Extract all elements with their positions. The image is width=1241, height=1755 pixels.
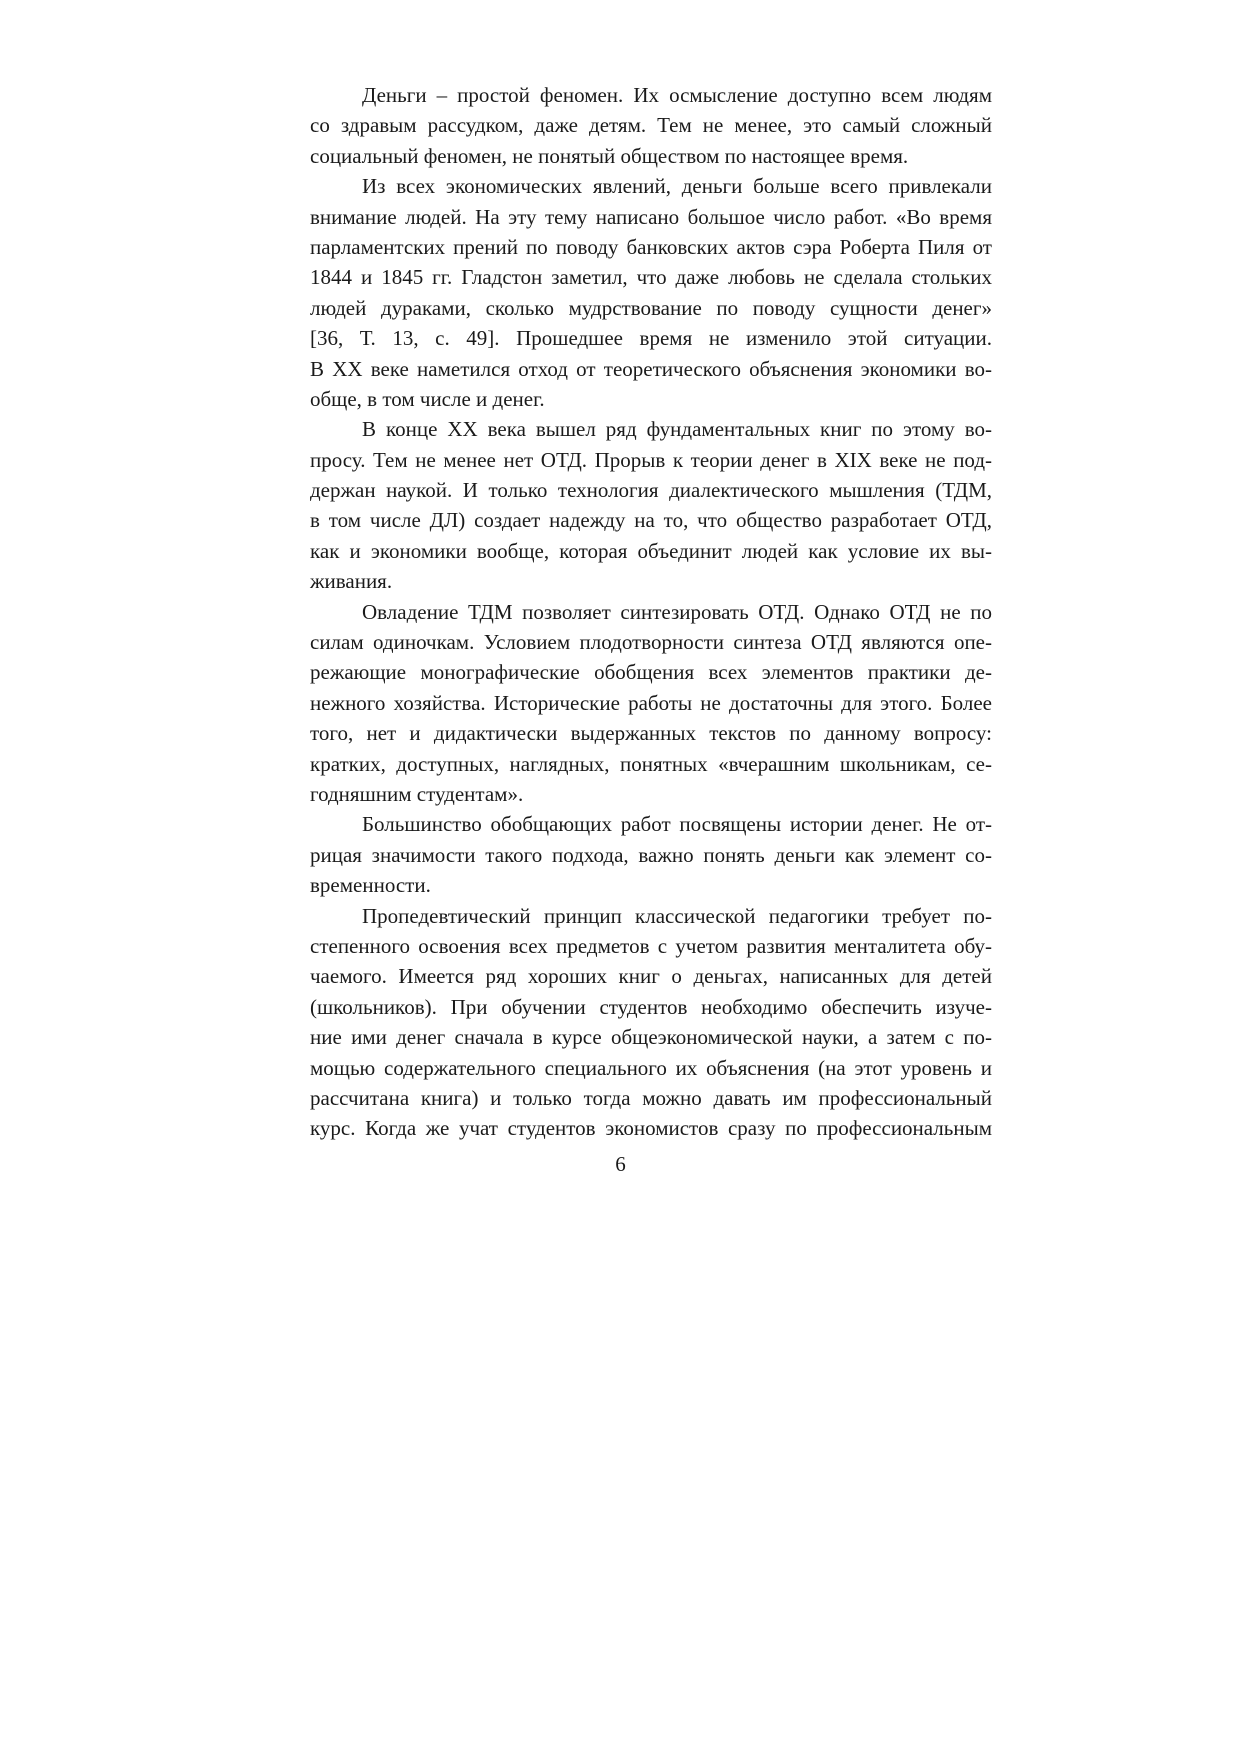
text-line: внимание людей. На эту тему написано большое число работ. «Во время bbox=[310, 204, 992, 229]
text-line: В XX веке наметился отход от теоретического объяснения экономики во- bbox=[310, 356, 992, 381]
text-line: 1844 и 1845 гг. Гладстон заметил, что даже любовь не сделала стольких bbox=[310, 265, 992, 290]
text-line: держан наукой. И только технология диалектического мышления (ТДМ, bbox=[310, 478, 992, 503]
paragraph bbox=[310, 171, 992, 414]
text-line: чаемого. Имеется ряд хороших книг о деньгах, написанных для детей bbox=[310, 964, 992, 989]
paragraph bbox=[310, 80, 992, 171]
text-line: обще, в том числе и денег. bbox=[310, 386, 545, 411]
text-line: людей дураками, сколько мудрствование по поводу сущности денег» bbox=[310, 295, 992, 320]
text-line: ние ими денег сначала в курсе общеэкономической науки, а затем с по- bbox=[310, 1025, 992, 1050]
paragraph bbox=[310, 414, 992, 596]
text-line: В конце XX века вышел ряд фундаментальных книг по этому во- bbox=[362, 417, 992, 442]
text-line: мощью содержательного специального их объяснения (на этот уровень и bbox=[310, 1055, 992, 1080]
text-line: живания. bbox=[310, 569, 393, 594]
text-line: как и экономики вообще, которая объединит людей как условие их вы- bbox=[310, 538, 992, 563]
text-line: рассчитана книга) и только тогда можно давать им профессиональный bbox=[310, 1085, 992, 1110]
text-line: курс. Когда же учат студентов экономистов сразу по профессиональным bbox=[310, 1116, 992, 1141]
text-line: со здравым рассудком, даже детям. Тем не менее, это самый сложный bbox=[310, 113, 992, 138]
text-line: того, нет и дидактически выдержанных текстов по данному вопросу: bbox=[310, 721, 992, 746]
text-line: Овладение ТДМ позволяет синтезировать ОТД. Однако ОТД не по bbox=[362, 599, 992, 624]
body-text bbox=[310, 80, 992, 1144]
text-line: парламентских прений по поводу банковских актов сэра Роберта Пиля от bbox=[310, 234, 992, 259]
text-line: годняшним студентам». bbox=[310, 781, 524, 806]
paragraph bbox=[310, 901, 992, 1144]
page-number: 6 bbox=[615, 1152, 626, 1176]
text-line: степенного освоения всех предметов с учетом развития менталитета обу- bbox=[310, 933, 992, 958]
text-line: просу. Тем не менее нет ОТД. Прорыв к теории денег в XIX веке не под- bbox=[310, 447, 992, 472]
text-line: (школьников). При обучении студентов необходимо обеспечить изуче- bbox=[310, 994, 992, 1019]
text-line: [36, Т. 13, с. 49]. Прошедшее время не изменило этой ситуации. bbox=[310, 326, 992, 351]
text-line: Большинство обобщающих работ посвящены истории денег. Не от- bbox=[362, 812, 992, 837]
text-line: Пропедевтический принцип классической педагогики требует по- bbox=[362, 903, 992, 928]
paragraph bbox=[310, 809, 992, 900]
text-line: нежного хозяйства. Исторические работы не достаточны для этого. Более bbox=[310, 690, 992, 715]
text-line: в том числе ДЛ) создает надежду на то, что общество разработает ОТД, bbox=[310, 508, 992, 533]
text-line: Из всех экономических явлений, деньги больше всего привлекали bbox=[362, 174, 992, 199]
text-line: режающие монографические обобщения всех элементов практики де- bbox=[310, 660, 992, 685]
text-line: временности. bbox=[310, 873, 431, 898]
paragraph bbox=[310, 597, 992, 810]
text-line: Деньги – простой феномен. Их осмысление доступно всем людям bbox=[362, 83, 992, 107]
text-line: кратких, доступных, наглядных, понятных «вчерашним школьникам, се- bbox=[310, 751, 992, 776]
text-line: рицая значимости такого подхода, важно понять деньги как элемент со- bbox=[310, 842, 992, 867]
text-line: силам одиночкам. Условием плодотворности синтеза ОТД являются опе- bbox=[310, 630, 992, 655]
text-line: социальный феномен, не понятый обществом по настоящее время. bbox=[310, 143, 909, 168]
